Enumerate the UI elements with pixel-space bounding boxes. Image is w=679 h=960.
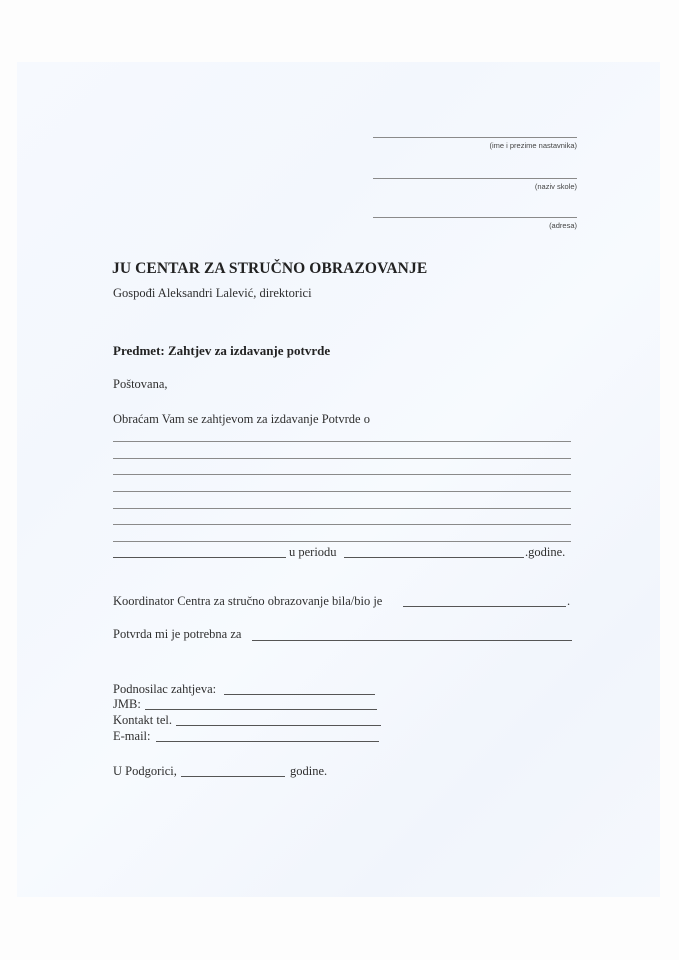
date-field[interactable] xyxy=(181,776,285,777)
jmb-label: JMB: xyxy=(113,697,141,711)
school-name-field[interactable] xyxy=(373,178,577,179)
school-name-caption: (naziv skole) xyxy=(534,182,577,191)
addressee-line: Gospođi Aleksandri Lalević, direktorici xyxy=(113,286,312,300)
intro-text: Obraćam Vam se zahtjevom za izdavanje Potvrde o xyxy=(113,412,370,426)
subject-line: Predmet: Zahtjev za izdavanje potvrde xyxy=(113,343,331,358)
period-year-suffix: .godine. xyxy=(525,545,566,559)
teacher-name-field[interactable] xyxy=(373,137,577,138)
description-line-6[interactable] xyxy=(113,524,571,525)
institution-title: JU CENTAR ZA STRUČNO OBRAZOVANJE xyxy=(112,260,428,277)
email-label: E-mail: xyxy=(113,729,151,743)
period-label: u periodu xyxy=(289,545,337,559)
description-line-8-field[interactable] xyxy=(113,557,286,558)
description-line-5[interactable] xyxy=(113,508,571,509)
place-label: U Podgorici, xyxy=(113,764,177,778)
description-line-3[interactable] xyxy=(113,474,571,475)
description-line-1[interactable] xyxy=(113,441,571,442)
phone-label: Kontakt tel. xyxy=(113,713,173,727)
coordinator-field[interactable] xyxy=(403,606,566,607)
description-line-2[interactable] xyxy=(113,458,571,459)
description-line-7[interactable] xyxy=(113,541,571,542)
purpose-field[interactable] xyxy=(252,640,572,641)
description-line-4[interactable] xyxy=(113,491,571,492)
date-suffix: godine. xyxy=(290,764,328,778)
teacher-name-caption: (ime i prezime nastavnika) xyxy=(489,141,577,150)
period-field[interactable] xyxy=(344,557,524,558)
address-caption: (adresa) xyxy=(549,221,577,230)
coordinator-label: Koordinator Centra za stručno obrazovanje bila/bio je xyxy=(113,594,383,608)
coordinator-suffix: . xyxy=(567,594,571,608)
salutation: Poštovana, xyxy=(113,377,168,391)
address-field[interactable] xyxy=(373,217,577,218)
jmb-field[interactable] xyxy=(145,709,377,710)
applicant-field[interactable] xyxy=(224,694,375,695)
email-field[interactable] xyxy=(156,741,379,742)
applicant-label: Podnosilac zahtjeva: xyxy=(113,682,217,696)
phone-field[interactable] xyxy=(176,725,381,726)
purpose-label: Potvrda mi je potrebna za xyxy=(113,627,242,641)
